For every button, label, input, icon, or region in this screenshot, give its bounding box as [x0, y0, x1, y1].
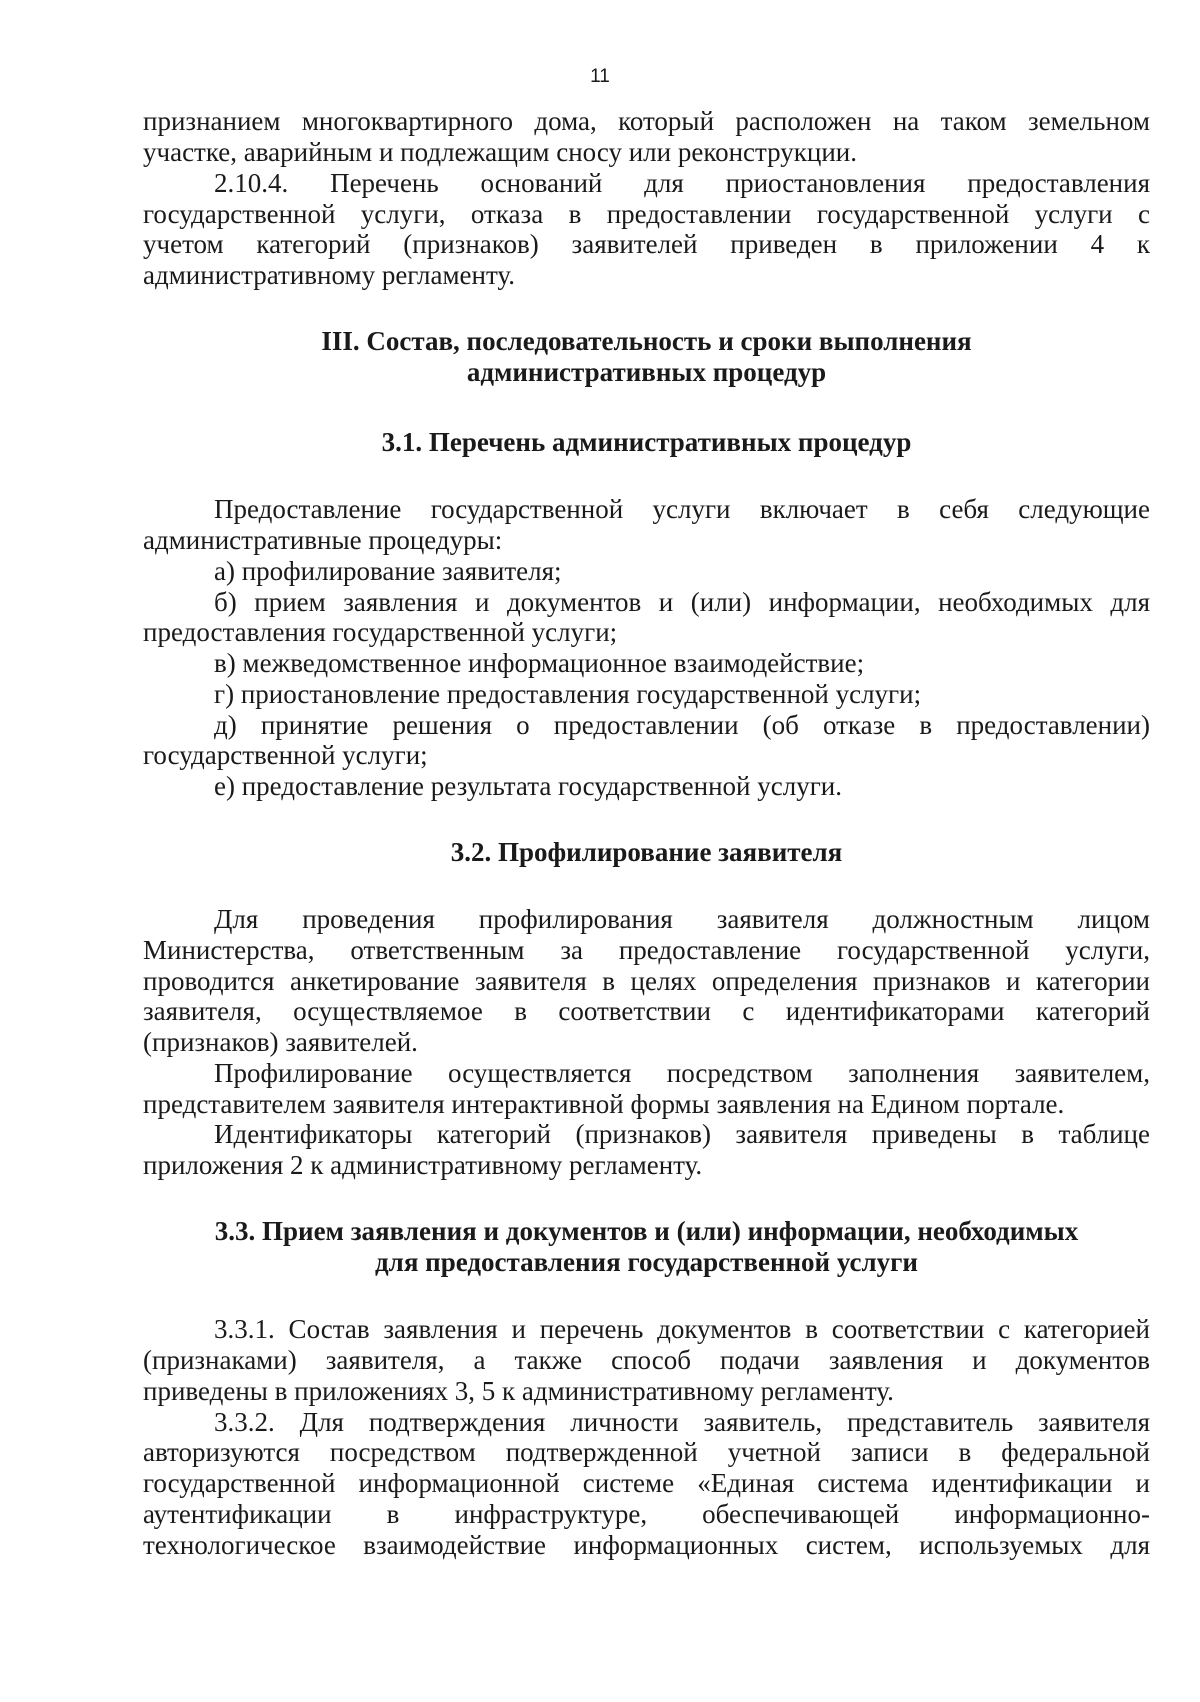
paragraph-line: (признаками) заявителя, а также способ подачи заявления и документов: [143, 1345, 1150, 1375]
paragraph-line: Профилирование осуществляется посредством заполнения заявителем,: [214, 1058, 1150, 1088]
paragraph-line: технологическое взаимодействие информационных систем, используемых для: [143, 1530, 1150, 1560]
paragraph-line: Предоставление государственной услуги включает в себя следующие: [214, 494, 1150, 524]
paragraph-line: 2.10.4. Перечень оснований для приостановления предоставления: [214, 168, 1150, 198]
section-heading: III. Состав, последовательность и сроки выполнения: [321, 326, 972, 356]
subsection-heading: 3.2. Профилирование заявителя: [450, 837, 843, 867]
list-item: государственной услуги;: [143, 740, 428, 770]
paragraph-line: заявителя, осуществляемое в соответствии с идентификаторами категорий: [143, 996, 1150, 1026]
paragraph-line: Для проведения профилирования заявителя должностным лицом: [214, 904, 1150, 934]
list-item: а) профилирование заявителя;: [214, 556, 562, 586]
list-item: предоставления государственной услуги;: [143, 617, 618, 647]
paragraph-line: (признаков) заявителей.: [143, 1027, 418, 1057]
paragraph-line: учетом категорий (признаков) заявителей приведен в приложении 4 к: [143, 229, 1150, 259]
paragraph-line: проводится анкетирование заявителя в целях определения признаков и категории: [143, 966, 1150, 996]
paragraph-line: государственной информационной системе «Единая система идентификации и: [143, 1468, 1150, 1498]
paragraph-line: 3.3.1. Состав заявления и перечень документов в соответствии с категорией: [214, 1314, 1150, 1344]
list-item: г) приостановление предоставления государственной услуги;: [214, 679, 922, 709]
paragraph-line: участке, аварийным и подлежащим сносу или реконструкции.: [143, 137, 857, 167]
paragraph-line: авторизуются посредством подтвержденной учетной записи в федеральной: [143, 1437, 1150, 1467]
section-heading: административных процедур: [466, 357, 827, 387]
paragraph-line: приведены в приложениях 3, 5 к административному регламенту.: [143, 1376, 894, 1406]
subsection-heading: 3.3. Прием заявления и документов и (или) информации, необходимых: [214, 1216, 1079, 1246]
subsection-heading: для предоставления государственной услуги: [375, 1247, 918, 1277]
list-item: е) предоставление результата государственной услуги.: [214, 771, 842, 801]
paragraph-line: приложения 2 к административному регламенту.: [143, 1150, 703, 1180]
list-item: б) прием заявления и документов и (или) информации, необходимых для: [214, 587, 1150, 617]
paragraph-line: 3.3.2. Для подтверждения личности заявитель, представитель заявителя: [214, 1407, 1150, 1437]
list-item: д) принятие решения о предоставлении (об отказе в предоставлении): [214, 710, 1150, 740]
paragraph-line: административному регламенту.: [143, 260, 515, 290]
paragraph-line: государственной услуги, отказа в предоставлении государственной услуги с: [143, 199, 1150, 229]
paragraph-line: представителем заявителя интерактивной формы заявления на Едином портале.: [143, 1089, 1065, 1119]
paragraph-line: Идентификаторы категорий (признаков) заявителя приведены в таблице: [214, 1119, 1150, 1149]
page-number: 11: [590, 66, 610, 87]
paragraph-line: Министерства, ответственным за предоставление государственной услуги,: [143, 935, 1150, 965]
paragraph-line: признанием многоквартирного дома, который расположен на таком земельном: [143, 106, 1150, 136]
paragraph-line: административные процедуры:: [143, 525, 503, 555]
list-item: в) межведомственное информационное взаимодействие;: [214, 648, 865, 678]
subsection-heading: 3.1. Перечень административных процедур: [381, 427, 912, 457]
paragraph-line: аутентификации в инфраструктуре, обеспечивающей информационно-: [143, 1499, 1150, 1529]
